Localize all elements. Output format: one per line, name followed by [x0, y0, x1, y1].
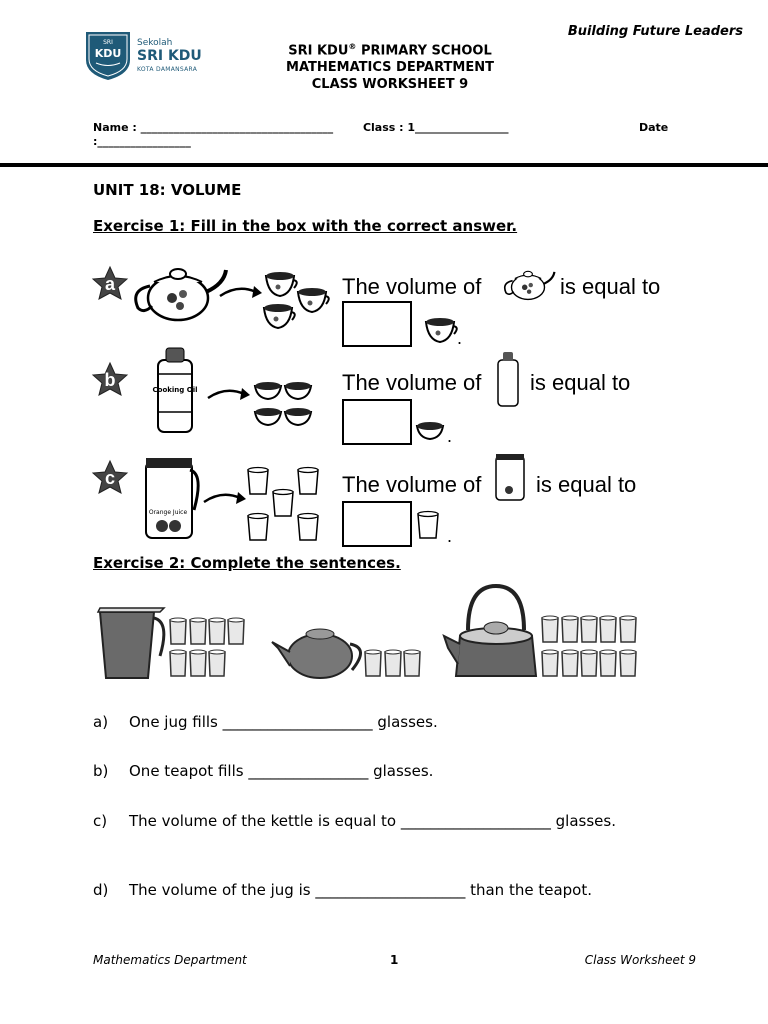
logo-badge-top: SRI: [103, 39, 113, 46]
glass-icon: [248, 514, 268, 541]
exercise1-title: Exercise 1: Fill in the box with the correct answer.: [93, 217, 518, 235]
logo-text: [137, 38, 202, 75]
bowl-icon: [285, 408, 311, 425]
worksheet-title: CLASS WORKSHEET 9: [311, 77, 469, 93]
kettle-icon: [444, 586, 536, 676]
sentence-b: b) One teapot fills ________________ glasses.: [93, 762, 434, 780]
logo-badge-main: KDU: [94, 47, 122, 60]
bowl-icon: [417, 422, 443, 439]
class-field[interactable]: Class : 1_________________: [362, 121, 509, 134]
student-info-row: [93, 121, 733, 149]
cooking-oil-small-icon: [498, 352, 518, 406]
glass-icon: [273, 490, 293, 517]
glass-icon: [418, 512, 438, 539]
sentence-c: c) The volume of the kettle is equal to ____________________ glasses.: [93, 812, 616, 830]
bowl-icon: [255, 382, 281, 399]
exercise2-illustration: [90, 582, 650, 686]
glass-icon: [298, 514, 318, 541]
equal-text-a: is equal to: [560, 274, 661, 299]
date-field[interactable]: :_________________: [93, 135, 191, 148]
volume-text-c: The volume of: [342, 472, 482, 497]
school-heading: [230, 38, 550, 93]
logo-name: SRI KDU: [137, 48, 202, 64]
bowl-icon: [285, 382, 311, 399]
volume-text-a: The volume of: [342, 274, 482, 299]
equal-text-b: is equal to: [530, 370, 631, 395]
exercise1-label-c: c: [104, 468, 116, 488]
department: MATHEMATICS DEPARTMENT: [286, 60, 494, 76]
logo-sekolah: Sekolah: [137, 38, 173, 48]
cup-icon: [266, 272, 297, 296]
cup-icon: [298, 288, 329, 312]
answer-box-a[interactable]: [343, 302, 411, 346]
glass-icon: [298, 468, 318, 495]
exercise1-label-a: a: [104, 274, 116, 294]
svg-text:.: .: [447, 426, 453, 446]
cup-icon: [264, 304, 295, 328]
page-number: 1: [390, 953, 399, 967]
cooking-oil-icon: [153, 348, 198, 432]
jug-glasses: [170, 618, 244, 676]
school-logo: [84, 30, 132, 82]
arrow-icon: [204, 492, 246, 504]
registered-mark: ®: [348, 42, 357, 51]
header-divider: [0, 163, 768, 167]
footer-right: Class Worksheet 9: [584, 953, 696, 967]
sentence-a: a) One jug fills ____________________ glasses.: [93, 713, 438, 731]
exercise2-title: Exercise 2: Complete the sentences.: [93, 554, 401, 572]
svg-text:.: .: [447, 526, 453, 546]
footer-left: Mathematics Department: [93, 953, 247, 967]
arrow-icon: [208, 388, 250, 400]
kettle-glasses: [542, 616, 636, 676]
juice-jug-icon: [146, 458, 198, 538]
unit-title: UNIT 18: VOLUME: [93, 181, 242, 199]
answer-box-c[interactable]: [343, 502, 411, 546]
teapot-glasses: [365, 650, 420, 676]
date-label: Date: [639, 121, 669, 134]
svg-text:.: .: [457, 328, 463, 348]
exercise1-illustration: [90, 252, 690, 547]
bowl-icon: [255, 408, 281, 425]
logo-place: KOTA DAMANSARA: [137, 66, 198, 73]
teapot-icon: [272, 629, 361, 678]
jug-icon: [98, 608, 164, 678]
teapot-icon: [505, 271, 555, 299]
cup-icon: [426, 318, 457, 342]
glass-icon: [248, 468, 268, 495]
name-field[interactable]: Name : ___________________________________: [93, 121, 334, 134]
tagline: Building Future Leaders: [567, 24, 743, 39]
svg-text:Cooking Oil: Cooking Oil: [152, 386, 198, 394]
volume-text-b: The volume of: [342, 370, 482, 395]
exercise1-label-b: b: [104, 370, 116, 390]
school-name: SRI KDU: [288, 43, 349, 59]
school-type: PRIMARY SCHOOL: [356, 43, 492, 59]
answer-box-b[interactable]: [343, 400, 411, 444]
equal-text-c: is equal to: [536, 472, 637, 497]
arrow-icon: [220, 286, 262, 298]
juice-jug-small-icon: [496, 454, 524, 500]
svg-text:Orange Juice: Orange Juice: [148, 509, 188, 516]
teapot-icon: [136, 269, 226, 320]
sentence-d: d) The volume of the jug is ____________________ than the teapot.: [93, 881, 592, 899]
